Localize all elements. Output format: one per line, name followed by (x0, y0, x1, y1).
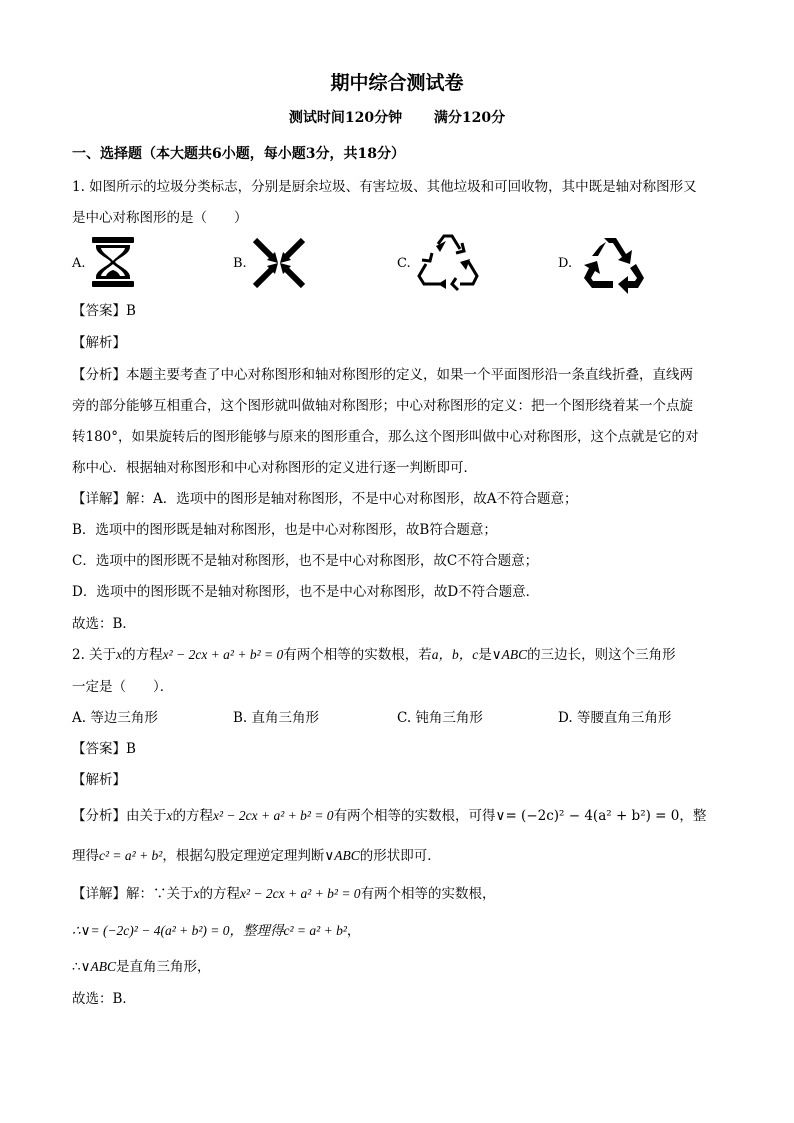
hourglass-icon (90, 236, 136, 288)
page-title: 期中综合测试卷 (330, 72, 464, 94)
exam-info (0, 107, 794, 127)
q1-choose: 故选：B． (72, 616, 136, 632)
q2-option-b: B. 直角三角形 (233, 710, 320, 726)
recycle-outline-icon (416, 234, 480, 292)
q2-stem-line2: 一定是（ ）． (72, 679, 174, 695)
q1-option-d-label: D. (558, 256, 573, 271)
inward-arrows-icon (252, 237, 306, 289)
q2-fenxi-line1: 【分析】由关于x的方程x² − 2cx + a² + b² = 0有两个相等的实数根，可得∨= (−2c)² − 4(a² + b²) = 0，整 (72, 808, 707, 824)
q2-analysis-heading: 【解析】 (72, 772, 126, 788)
q1-answer: 【答案】B (72, 303, 136, 319)
exam-time: 测试时间120分钟 (288, 110, 403, 126)
q1-fenxi-line2: 旁的部分能够互相重合，这个图形就叫做轴对称图形；中心对称图形的定义：把一个图形绕着某一个点旋 (72, 398, 693, 414)
section-heading: 一、选择题（本大题共6小题，每小题3分，共18分） (72, 146, 405, 162)
q1-detail-line1: 【详解】解：A．选项中的图形是轴对称图形，不是中心对称图形，故A不符合题意； (72, 491, 578, 507)
q1-option-c-label: C. (397, 256, 411, 271)
q1-option-a-label: A. (72, 256, 86, 271)
q1-stem-line2: 是中心对称图形的是（ ） (72, 210, 248, 226)
q2-option-c: C. 钝角三角形 (397, 710, 483, 726)
exam-score: 满分120分 (433, 110, 506, 126)
recycle-solid-icon (580, 234, 646, 294)
q1-fenxi-line1: 【分析】本题主要考查了中心对称图形和轴对称图形的定义，如果一个平面图形沿一条直线折叠，直线两 (72, 367, 693, 383)
q2-equation: x² − 2cx + a² + b² = 0 (162, 647, 284, 662)
q1-fenxi-line3: 转180°，如果旋转后的图形能够与原来的图形重合，那么这个图形叫做中心对称图形，这个点就是它的对 (72, 429, 699, 445)
q2-therefore-line1: ∴∨= (−2c)² − 4(a² + b²) = 0，整理得c² = a² + b²， (72, 923, 361, 939)
q2-choose: 故选：B． (72, 991, 136, 1007)
var-x: x (116, 647, 123, 662)
q1-detail-line3: C．选项中的图形既不是轴对称图形，也不是中心对称图形，故C不符合题意； (72, 553, 539, 569)
q2-option-d: D. 等腰直角三角形 (558, 710, 672, 726)
q1-detail-line2: B．选项中的图形既是轴对称图形，也是中心对称图形，故B符合题意； (72, 522, 497, 538)
q2-answer: 【答案】B (72, 741, 136, 757)
q1-fenxi-line4: 称中心．根据轴对称图形和中心对称图形的定义进行逐一判断即可． (72, 460, 477, 476)
q2-stem-line1: 2. 关于x的方程x² − 2cx + a² + b² = 0有两个相等的实数根，若a，b，c是∨ABC的三边长，则这个三角形 (72, 647, 676, 663)
q2-fenxi-line2: 理得c² = a² + b²，根据勾股定理逆定理判断∨ABC的形状即可． (72, 848, 441, 864)
q1-stem-line1: 1. 如图所示的垃圾分类标志，分别是厨余垃圾、有害垃圾、其他垃圾和可回收物，其中既是轴对称图形又 (72, 179, 697, 195)
q1-detail-line4: D．选项中的图形既不是轴对称图形，也不是中心对称图形，故D不符合题意． (72, 584, 540, 600)
q2-detail-line1: 【详解】解：∵关于x的方程x² − 2cx + a² + b² = 0有两个相等的实数根， (72, 886, 496, 902)
q2-option-a: A. 等边三角形 (72, 710, 158, 726)
q1-analysis-heading: 【解析】 (72, 335, 126, 351)
q1-option-b-label: B. (233, 256, 247, 271)
q2-therefore-line2: ∴∨ABC是直角三角形， (72, 959, 211, 975)
